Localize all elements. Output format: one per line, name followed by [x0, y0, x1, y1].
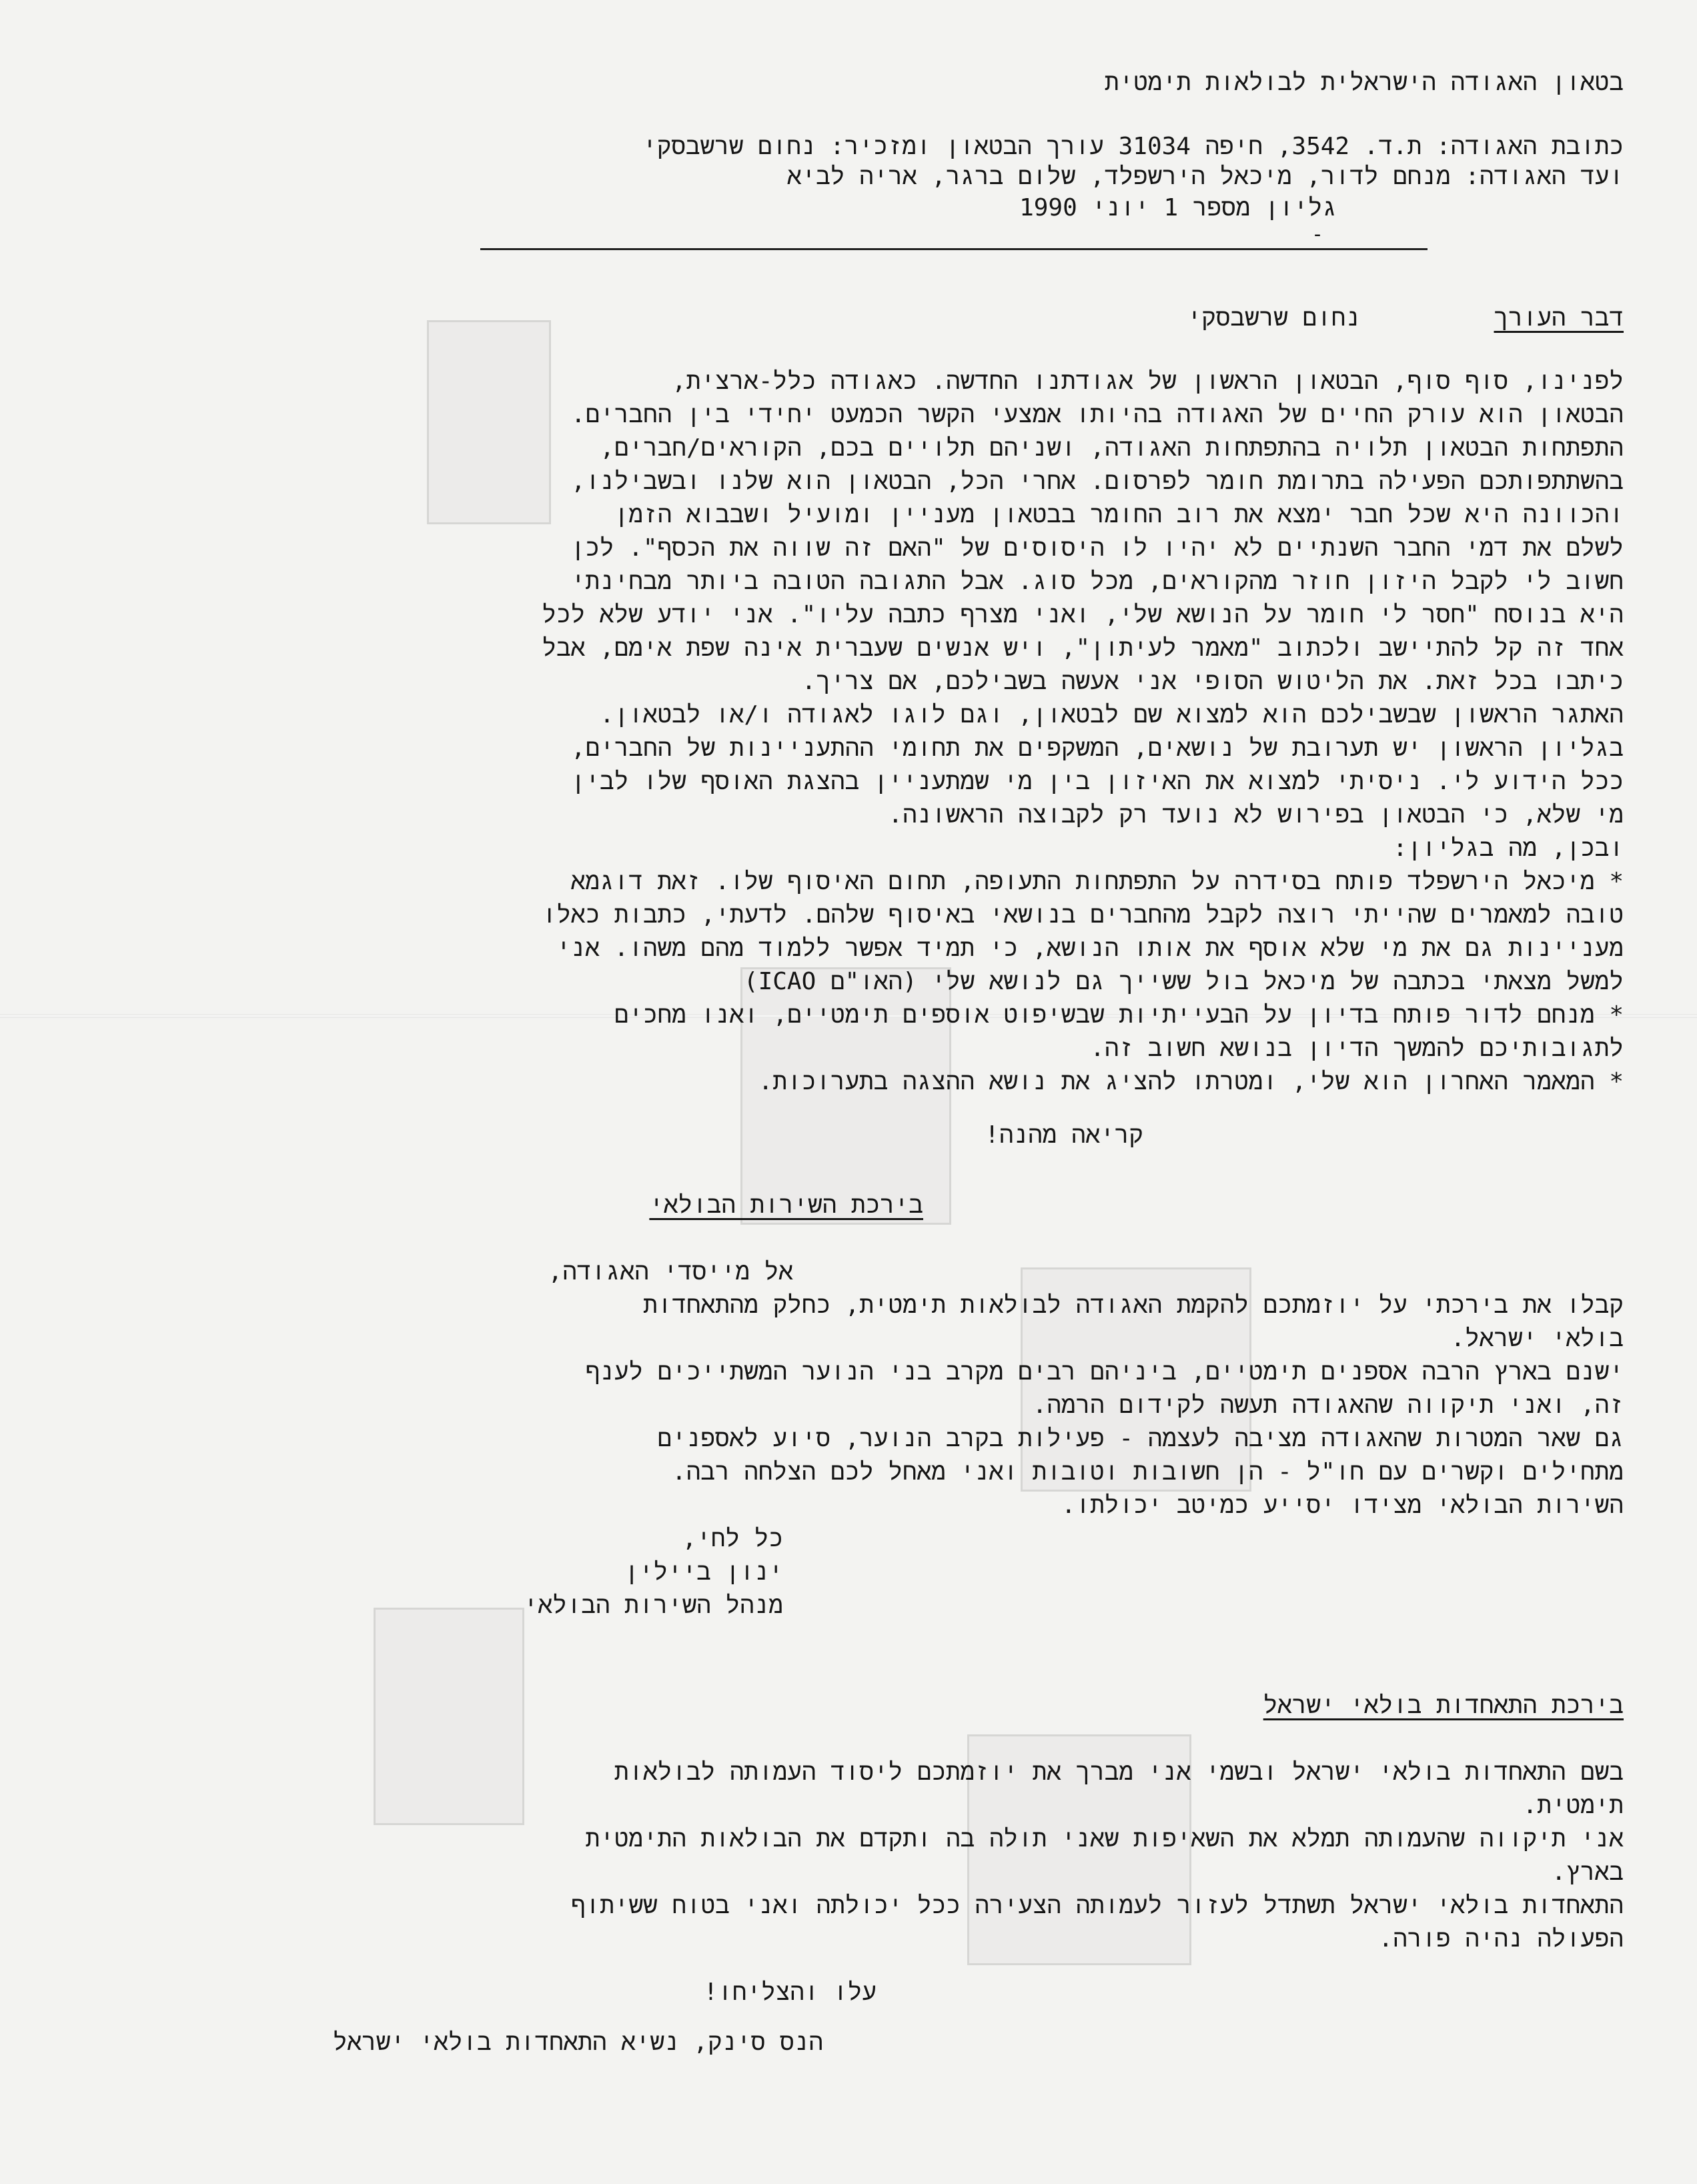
editor-paragraph-line: התפתחות הבטאון תלויה בהתפתחות האגודה, ושניהם תלויים בכם, הקוראים/חברים,: [600, 434, 1624, 462]
federation-paragraph-line: בשם התאחדות בולאי ישראל ובשמי אני מברך את יוזמתכם ליסוד העמותה לבולאות: [614, 1758, 1624, 1786]
editor-closing: קריאה מהנה!: [985, 1121, 1143, 1149]
federation-paragraph-line: התאחדות בולאי ישראל תשתדל לעזור לעמותה הצעירה ככל יכולתה ואני בטוח ששיתוף: [571, 1892, 1624, 1919]
editor-paragraph-line: אחד זה קל להתיישב ולכתוב "מאמר לעיתון", ויש אנשים שעברית אינה שפת אימם, אבל: [542, 634, 1624, 662]
postal-paragraph-line: גם שאר המטרות שהאגודה מציבה לעצמה - פעילות בקרב הנוער, סיוע לאספנים: [657, 1425, 1624, 1452]
postal-paragraph-line: קבלו את בירכתי על יוזמתכם להקמת האגודה לבולאות תימטית, כחלק מהתאחדות: [643, 1291, 1624, 1319]
editor-paragraph-line: לפנינו, סוף סוף, הבטאון הראשון של אגודתנו החדשה. כאגודה כלל-ארצית,: [672, 368, 1624, 395]
issue-line: גליון מספר 1 יוני 1990: [1019, 194, 1337, 221]
editor-paragraph-line: כיתבו בכל זאת. את הליטוש הסופי אני אעשה בשבילכם, אם צריך.: [801, 668, 1624, 695]
editor-paragraph-line: * מנחם לדור פותח בדיון על הבעייתיות שבשיפוט אוספים תימטיים, ואנו מחכים: [614, 1001, 1624, 1029]
editor-paragraph-line: בהשתתפותכם הפעילה בתרומת חומר לפרסום. אחרי הכל, הבטאון הוא שלנו ובשבילנו,: [571, 468, 1624, 495]
committee-line: ועד האגודה: מנחם לדור, מיכאל הירשפלד, שלום ברגר, אריה לביא: [787, 163, 1624, 190]
federation-signature: הנס סינק, נשיא התאחדות בולאי ישראל: [333, 2029, 823, 2056]
editor-paragraph-line: האתגר הראשון שבשבילכם הוא למצוא שם לבטאון, וגם לוגו לאגודה ו/או לבטאון.: [600, 701, 1624, 728]
editor-paragraph-line: ובכן, מה בגליון:: [1393, 835, 1624, 862]
editor-author: נחום שרשבסקי: [1187, 304, 1360, 332]
editor-paragraph-line: * מיכאל הירשפלד פותח בסידרה על התפתחות התעופה, תחום האיסוף שלו. זאת דוגמא: [570, 868, 1624, 895]
editor-paragraph-line: והכוונה היא שכל חבר ימצא את רוב החומר בבטאון מעניין ומועיל ושבבוא הזמן: [614, 501, 1624, 528]
federation-closing: עלו והצליחו!: [703, 1979, 877, 2006]
federation-heading: בירכת התאחדות בולאי ישראל: [1263, 1692, 1624, 1719]
editor-heading: דבר העורך: [1494, 304, 1624, 332]
editor-paragraph-line: * המאמר האחרון הוא שלי, ומטרתו להציג את נושא ההצגה בתערוכות.: [758, 1068, 1624, 1095]
federation-paragraph-line: אני תיקווה שהעמותה תמלא את השאיפות שאני תולה בה ותקדם את הבולאות התימטית: [585, 1825, 1624, 1852]
editor-paragraph-line: טובה למאמרים שהייתי רוצה לקבל מהחברים בנושאי באיסוף שלהם. לדעתי, כתבות כאלו: [542, 901, 1624, 929]
federation-paragraph-line: תימטית.: [1522, 1792, 1624, 1819]
postal-paragraph-line: ישנם בארץ הרבה אספנים תימטיים, ביניהם רבים מקרב בני הנוער המשתייכים לענף: [585, 1358, 1624, 1386]
postal-signoff: כל לחי,: [682, 1525, 783, 1552]
postal-paragraph-line: אל מייסדי האגודה,: [548, 1258, 793, 1285]
editor-paragraph-line: הבטאון הוא עורק החיים של האגודה בהיותו אמצעי הקשר הכמעט יחידי בין החברים.: [571, 401, 1624, 428]
editor-paragraph-line: בגליון הראשון יש תערובת של נושאים, המשקפים את תחומי ההתעניינות של החברים,: [571, 734, 1624, 762]
postal-paragraph-line: זה, ואני תיקווה שהאגודה תעשה לקידום הרמה.: [1032, 1392, 1624, 1419]
dash-mark: -: [1311, 223, 1323, 246]
editor-paragraph-line: מי שלא, כי הבטאון בפירוש לא נועד רק לקבוצה הראשונה.: [888, 801, 1624, 829]
address-line: כתובת האגודה: ת.ד. 3542, חיפה 31034 עורך הבטאון ומזכיר: נחום שרשבסקי: [642, 133, 1624, 160]
postal-heading: בירכת השירות הבולאי: [649, 1191, 923, 1219]
header-divider: [480, 248, 1428, 250]
newsletter-title: בטאון האגודה הישראלית לבולאות תימטית: [1104, 69, 1624, 96]
editor-paragraph-line: לשלם את דמי החבר השנתיים לא יהיו לו היסוסים של "האם זה שווה את הכסף". לכן: [570, 534, 1624, 562]
editor-paragraph-line: חשוב לי לקבל היזון חוזר מהקוראים, מכל סוג. אבל התגובה הטובה ביותר מבחינתי: [570, 568, 1624, 595]
postal-paragraph-line: בולאי ישראל.: [1450, 1325, 1624, 1352]
federation-paragraph-line: בארץ.: [1551, 1858, 1624, 1886]
federation-paragraph-line: הפעולה נהיה פורה.: [1378, 1925, 1624, 1953]
editor-paragraph-line: לתגובותיכם להמשך הדיון בנושא חשוב זה.: [1090, 1035, 1624, 1062]
editor-paragraph-line: מעניינות גם את מי שלא אוסף את אותו הנושא, כי תמיד אפשר ללמוד מהם משהו. אני: [556, 935, 1624, 962]
postal-signer-name: ינון ביילין: [624, 1558, 783, 1586]
editor-paragraph-line: היא בנוסח "חסר לי חומר על הנושא שלי, ואני מצרף כתבה עליו". אני יודע שלא לכל: [542, 601, 1624, 628]
postal-paragraph-line: מתחילים וקשרים עם חו"ל - הן חשובות וטובות ואני מאחל לכם הצלחה רבה.: [672, 1458, 1624, 1486]
editor-paragraph-line: ככל הידוע לי. ניסיתי למצוא את האיזון בין מי שמתעניין בהצגת האוסף שלו לבין: [570, 768, 1624, 795]
editor-paragraph-line: למשל מצאתי בכתבה של מיכאל בול ששייך גם לנושא שלי (האו"ם ICAO): [743, 968, 1624, 995]
postal-paragraph-line: השירות הבולאי מצידו יסייע כמיטב יכולתו.: [1061, 1492, 1624, 1519]
postal-signer-title: מנהל השירות הבולאי: [523, 1592, 783, 1619]
